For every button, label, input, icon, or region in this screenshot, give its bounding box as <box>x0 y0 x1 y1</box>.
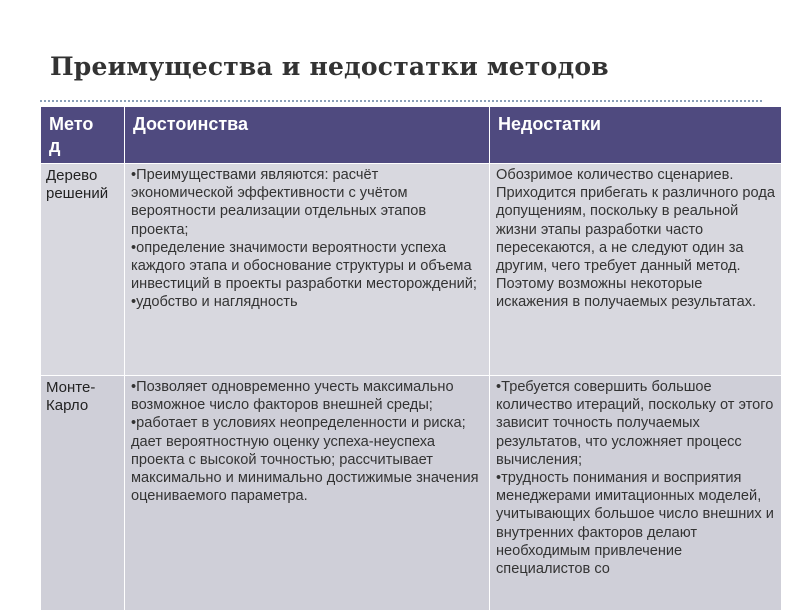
slide-title: Преимущества и недостатки методов <box>50 52 609 81</box>
advantage-item: •Преимуществами являются: расчёт экономической эффективности с учётом вероятности реализации отдельных этапов проекта; <box>131 167 427 238</box>
table-header-row <box>41 107 782 164</box>
advantage-item: •определение значимости вероятности успеха каждого этапа и обоснование структуры и объема инвестиций в проекты разработки месторождений; <box>131 239 477 293</box>
disadvantages-cell <box>490 376 782 611</box>
disadvantage-item: Обозримое количество сценариев. Приходится прибегать к различного рода допущениям, поскольку в реальной жизни этапы разработки часто пересекаются, а не следуют один за другим, чего требует данный метод. Поэтому возможны некоторые искажения в получаемых результатах. <box>496 167 775 311</box>
disadvantage-item: •Требуется совершить большое количество итераций, поскольку от этого зависит точность получаемых результатов, что усложняет процесс вычисления; <box>496 379 774 468</box>
title-divider <box>40 100 762 102</box>
advantage-item: •Позволяет одновременно учесть максимально возможное число факторов внешней среды; <box>131 379 454 414</box>
advantages-cell <box>125 376 490 611</box>
header-disadvantages: Недостатки <box>490 107 782 164</box>
method-name: Дерево решений <box>41 164 125 376</box>
header-method: Мето д <box>41 107 125 164</box>
advantages-cell <box>125 164 490 376</box>
table-row <box>41 376 782 611</box>
methods-table <box>40 106 782 611</box>
disadvantage-item: •трудность понимания и восприятия менеджерами имитационных моделей, учитывающих большое число внешних и внутренних факторов делают необходимым привлечение специалистов со <box>496 470 774 578</box>
advantage-item: •удобство и наглядность <box>131 294 298 311</box>
table-row <box>41 164 782 376</box>
header-advantages: Достоинства <box>125 107 490 164</box>
advantage-item: •работает в условиях неопределенности и риска; дает вероятностную оценку успеха-неуспеха проекта с высокой точностью; рассчитывает максимально и минимально достижимые значения оцениваемого параметра. <box>131 415 479 505</box>
disadvantages-cell <box>490 164 782 376</box>
method-name: Монте-Карло <box>41 376 125 611</box>
